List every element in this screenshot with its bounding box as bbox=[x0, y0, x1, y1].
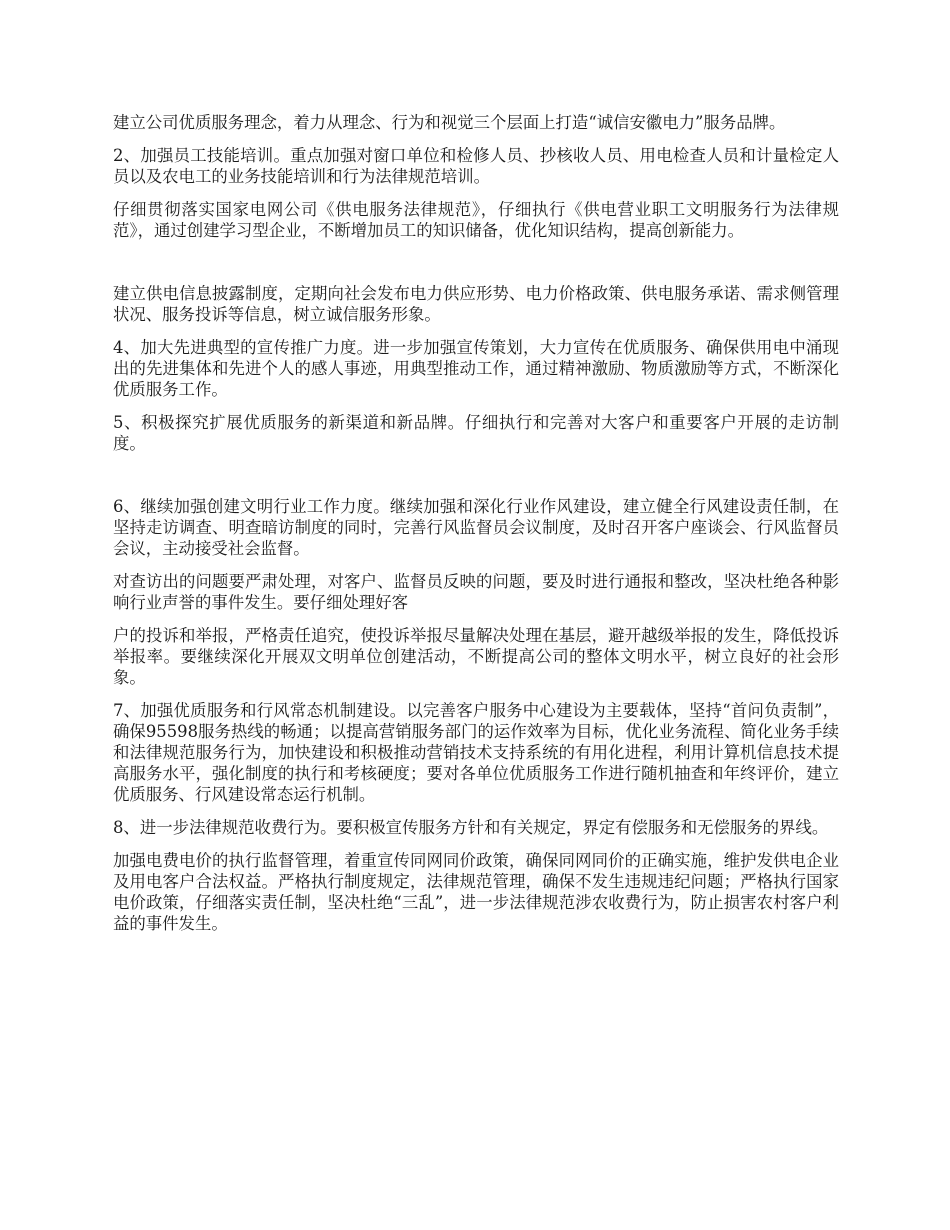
document-body bbox=[113, 112, 839, 946]
paragraph-implement-norms: 仔细贯彻落实国家电网公司《供电服务法律规范》，仔细执行《供电营业职工文明服务行为法律规范》，通过创建学习型企业，不断增加员工的知识储备，优化知识结构，提高创新能力。 bbox=[113, 200, 839, 240]
paragraph-item-5-new-channels: 5、积极探究扩展优质服务的新渠道和新品牌。仔细执行和完善对大客户和重要客户开展的走访制度。 bbox=[113, 413, 839, 453]
paragraph-complaints: 户的投诉和举报，严格责任追究，使投诉举报尽量解决处理在基层，避开越级举报的发生，降低投诉举报率。要继续深化开展双文明单位创建活动，不断提高公司的整体文明水平，树立良好的社会形象。 bbox=[113, 626, 839, 687]
paragraph-item-6-civilized-industry: 6、继续加强创建文明行业工作力度。继续加强和深化行业作风建设，建立健全行风建设责任制，在坚持走访调查、明查暗访制度的同时，完善行风监督员会议制度，及时召开客户座谈会、行风监督员会议，主动接受社会监督。 bbox=[113, 497, 839, 558]
paragraph-item-4-promotion: 4、加大先进典型的宣传推广力度。进一步加强宣传策划，大力宣传在优质服务、确保供用电中涌现出的先进集体和先进个人的感人事迹，用典型推动工作，通过精神激励、物质激励等方式，不断深化优质服务工作。 bbox=[113, 338, 839, 399]
paragraph-item-7-mechanism: 7、加强优质服务和行风常态机制建设。以完善客户服务中心建设为主要载体，坚持“首问负责制”，确保95598服务热线的畅通；以提高营销服务部门的运作效率为目标，优化业务流程、简化业务手续和法律规范服务行为，加快建设和积极推动营销技术支持系统的有用化进程，利用计算机信息技术提高服务水平，强化制度的执行和考核硬度；要对各单位优质服务工作进行随机抽查和年终评价，建立优质服务、行风建设常态运行机制。 bbox=[113, 701, 839, 804]
paragraph-item-8-fees: 8、进一步法律规范收费行为。要积极宣传服务方针和有关规定，界定有偿服务和无偿服务的界线。 bbox=[113, 818, 829, 837]
paragraph-handle-issues: 对查访出的问题要严肃处理，对客户、监督员反映的问题，要及时进行通报和整改，坚决杜绝各种影响行业声誉的事件发生。要仔细处理好客 bbox=[113, 572, 839, 612]
paragraph-tariff-supervision: 加强电费电价的执行监督管理，着重宣传同网同价政策，确保同网同价的正确实施，维护发供电企业及用电客户合法权益。严格执行制度规定，法律规范管理，确保不发生违规违纪问题；严格执行国家电价政策，仔细落实责任制，坚决杜绝“三乱”，进一步法律规范涉农收费行为，防止损害农村客户利益的事件发生。 bbox=[113, 851, 839, 933]
paragraph-info-disclosure: 建立供电信息披露制度，定期向社会发布电力供应形势、电力价格政策、供电服务承诺、需求侧管理状况、服务投诉等信息，树立诚信服务形象。 bbox=[113, 284, 839, 324]
paragraph-item-2-training: 2、加强员工技能培训。重点加强对窗口单位和检修人员、抄核收人员、用电检查人员和计量检定人员以及农电工的业务技能培训和行为法律规范培训。 bbox=[113, 146, 839, 186]
paragraph-service-brand: 建立公司优质服务理念，着力从理念、行为和视觉三个层面上打造“诚信安徽电力”服务品牌。 bbox=[113, 113, 786, 132]
